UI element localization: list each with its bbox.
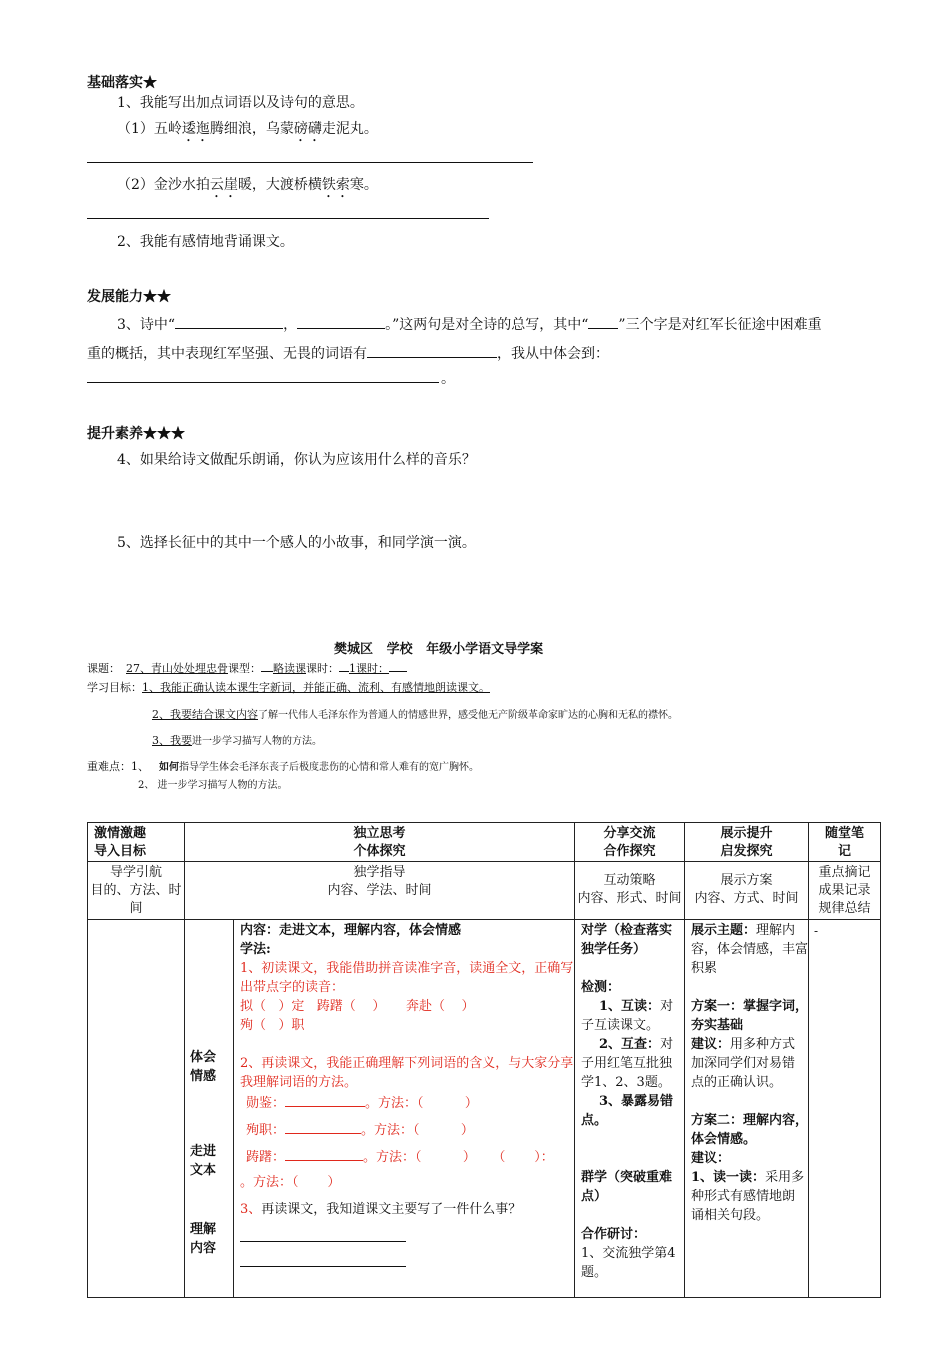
notes-mark: - <box>814 924 819 938</box>
word-item-1: 勋鉴： 。方法：（ ） <box>246 1092 478 1113</box>
side-label-text: 走进 文本 <box>190 1144 217 1178</box>
side-label-feel: 体会 情感 <box>190 1050 217 1084</box>
answer-line-1b[interactable] <box>87 218 489 219</box>
word-item-3: 踌躇： 。方法：（ ） （ ）： <box>246 1146 554 1167</box>
check-label: 检测： <box>581 980 621 995</box>
lesson-table <box>87 822 881 1298</box>
subheader-self-study: 独学指导 内容、学法、时间 <box>185 862 575 920</box>
plan-title: 樊城区 学校 年级小学语文导学案 <box>334 642 544 657</box>
subheader-guide: 导学引航 目的、方法、时 间 <box>88 862 185 920</box>
plan-topic-row: 课题： 27、青山处处埋忠骨课型： 略读课课时： 1课时： <box>87 662 407 676</box>
check-item-3: 3、暴露易错 点。 <box>581 1094 674 1128</box>
pair-study: 对学（检查落实 独学任务） <box>581 923 673 957</box>
step-1: 1、初读课文，我能借助拼音读准字音，读通全文，正确写 出带点字的读音： 拟（ ）定 踌躇（ ） 奔赴（ ） 殉（ ）职 <box>240 961 574 1033</box>
cell-notes[interactable] <box>809 920 881 1298</box>
header-intro: 激情激趣 导入目标 <box>88 823 185 862</box>
section-heading-ability: 发展能力★★ <box>87 289 171 305</box>
check-item-2: 2、互查：对 子用红笔互批独 学1、2、3题。 <box>581 1037 674 1090</box>
answer-line-1a[interactable] <box>87 162 533 163</box>
question-1b: （2）金沙水拍云崖暖，大渡桥横铁索寒。 <box>117 177 378 193</box>
question-3-line1: 3、诗中“ ， 。”这两句是对全诗的总写，其中“ ”三个字是对红军长征途中困难重 <box>117 314 822 334</box>
subheader-display: 展示方案 内容、方式、时间 <box>685 862 809 920</box>
question-1a: （1）五岭逶迤腾细浪，乌蒙磅礴走泥丸。 <box>117 121 378 137</box>
coop-item: 1、交流独学第4 题。 <box>581 1246 676 1280</box>
self-study-method: 学法: <box>240 942 271 957</box>
display-plan-2: 方案二：理解内容， 体会情感。 建议： 1、读一读：采用多 种形式有感情地朗 诵相关句段。 <box>691 1113 809 1223</box>
step-2: 2、再读课文，我能正确理解下列词语的含义，与大家分享 我理解词语的方法。 <box>240 1056 574 1090</box>
plan-key-point-2: 2、 进一步学习描写人物的方法。 <box>138 780 288 791</box>
header-notes: 随堂笔 记 <box>809 823 881 862</box>
header-show: 展示提升 启发探究 <box>685 823 809 862</box>
question-1: 1、我能写出加点词语以及诗句的意思。 <box>117 95 364 111</box>
section-heading-basic: 基础落实★ <box>87 75 157 91</box>
cell-self-study <box>234 920 575 1298</box>
cell-interaction <box>575 920 685 1298</box>
plan-goals-row: 学习目标：1、我能正确认读本课生字新词，并能正确、流利、有感情地朗读课文。 <box>87 681 490 694</box>
header-share: 分享交流 合作探究 <box>575 823 685 862</box>
question-5: 5、选择长征中的其中一个感人的小故事，和同学演一演。 <box>117 535 476 551</box>
plan-key-points: 重难点：1、 如何指导学生体会毛泽东丧子后极度悲伤的心情和常人难有的宽广胸怀。 <box>87 760 479 773</box>
display-plan-1: 方案一：掌握字词， 夯实基础 建议：用多种方式 加深同学们对易错 点的正确认识。 <box>691 999 809 1090</box>
cell-display <box>685 920 809 1298</box>
question-4: 4、如果给诗文做配乐朗诵，你认为应该用什么样的音乐？ <box>117 452 476 468</box>
coop-label: 合作研讨： <box>581 1227 647 1242</box>
question-3-line2: 重的概括，其中表现红军坚强、无畏的词语有 ，我从中体会到： <box>87 343 609 363</box>
subheader-notes: 重点摘记 成果记录 规律总结 <box>809 862 881 920</box>
question-2: 2、我能有感情地背诵课文。 <box>117 234 294 250</box>
step-3: 3、再读课文，我知道课文主要写了一件什么事？ <box>240 1202 522 1217</box>
display-theme: 展示主题：理解内 容，体会情感，丰富 积累 <box>691 923 809 976</box>
section-heading-literacy: 提升素养★★★ <box>87 426 185 442</box>
answer-line-step3-a[interactable] <box>240 1241 406 1242</box>
word-item-2: 殉职： 。方法：（ ） <box>246 1119 474 1140</box>
period-mark: 。 <box>441 371 455 387</box>
cell-side-labels <box>185 920 234 1298</box>
plan-goal-2: 2、我要结合课文内容了解一代伟人毛泽东作为普通人的情感世界，感受他无产阶级革命家旷达的心胸和无私的襟怀。 <box>152 708 678 721</box>
plan-goal-3: 3、我要进一步学习描写人物的方法。 <box>152 734 322 747</box>
word-item-4: 。方法：（ ） <box>240 1175 341 1190</box>
self-study-content: 内容：走进文本，理解内容，体会情感 <box>240 923 462 938</box>
side-label-understand: 理解 内容 <box>190 1222 217 1256</box>
answer-line-3[interactable] <box>87 382 439 383</box>
subheader-interaction: 互动策略 内容、形式、时间 <box>575 862 685 920</box>
answer-line-step3-b[interactable] <box>240 1266 406 1267</box>
group-study: 群学（突破重难 点） <box>581 1170 673 1204</box>
cell-guide-empty <box>88 920 185 1298</box>
header-independent: 独立思考 个体探究 <box>185 823 575 862</box>
check-item-1: 1、互读：对 子互读课文。 <box>581 999 674 1033</box>
